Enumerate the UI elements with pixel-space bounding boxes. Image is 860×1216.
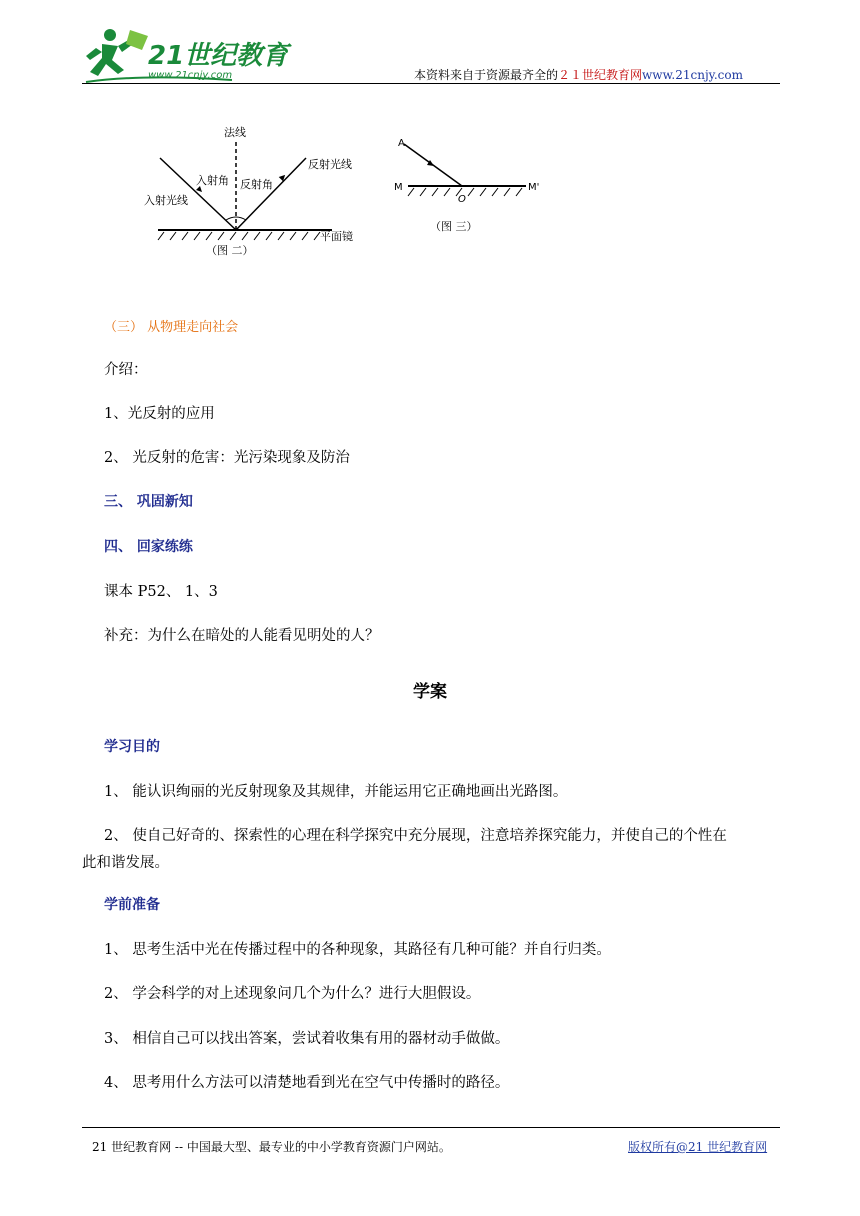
intro-label: 介绍：	[104, 362, 148, 378]
prep-item-4: 4、 思考用什么方法可以清楚地看到光在空气中传播时的路径。	[104, 1075, 510, 1091]
figure-3-caption: （图 三）	[430, 220, 478, 233]
label-reflection-angle: 反射角	[240, 178, 273, 191]
section-3-heading: （三） 从物理走向社会	[104, 320, 239, 335]
label-point-m-prime: M'	[528, 182, 540, 193]
goal-2-line-2: 此和谐发展。	[82, 855, 169, 871]
label-point-o: O	[458, 194, 466, 205]
textbook-assignment: 课本 P52、 1、3	[104, 584, 218, 600]
prep-heading: 学前准备	[104, 897, 160, 913]
site-logo	[82, 26, 292, 88]
header-note-url[interactable]: www.21cnjy.com	[642, 68, 743, 82]
logo-text: 21世纪教育	[148, 41, 289, 71]
goal-1: 1、 能认识绚丽的光反射现象及其规律，并能运用它正确地画出光路图。	[104, 784, 568, 800]
prep-item-2: 2、 学会科学的对上述现象问几个为什么？进行大胆假设。	[104, 986, 481, 1002]
prep-item-3: 3、 相信自己可以找出答案，尝试着收集有用的器材动手做做。	[104, 1031, 510, 1047]
prep-item-1: 1、 思考生活中光在传播过程中的各种现象，其路径有几种可能？并自行归类。	[104, 942, 611, 958]
header-note-prefix: 本资料来自于资源最齐全的	[414, 68, 559, 82]
footer-divider	[82, 1127, 780, 1128]
figure-2-caption: （图 二）	[206, 244, 254, 257]
study-plan-title: 学案	[413, 682, 447, 702]
footer-text: 21 世纪教育网 -- 中国最大型、最专业的中小学教育资源门户网站。	[92, 1140, 451, 1154]
figure-3-diagram	[390, 130, 540, 240]
intro-item-2: 2、 光反射的危害：光污染现象及防治	[104, 450, 350, 466]
runner-icon	[86, 29, 148, 76]
figure-2-reflection-diagram	[140, 122, 380, 262]
label-normal: 法线	[224, 126, 246, 139]
goal-2-line-1: 2、 使自己好奇的、探索性的心理在科学探究中充分展现，注意培养探究能力，并使自己的个性在	[104, 828, 727, 844]
header-divider	[82, 83, 780, 84]
intro-item-1: 1、光反射的应用	[104, 406, 215, 422]
supplement-question: 补充：为什么在暗处的人能看见明处的人？	[104, 628, 380, 644]
goals-heading: 学习目的	[104, 739, 160, 755]
label-point-m: M	[394, 182, 403, 193]
part-3-heading: 三、 巩固新知	[104, 494, 193, 510]
label-point-a: A	[398, 138, 405, 149]
footer-copyright-link[interactable]: 版权所有@21 世纪教育网	[628, 1140, 768, 1154]
part-4-heading: 四、 回家练练	[104, 539, 193, 555]
label-incident-ray: 入射光线	[144, 194, 188, 207]
header-note-site: ２１世纪教育网	[558, 68, 643, 82]
label-reflected-ray: 反射光线	[308, 158, 352, 171]
logo-url: www.21cnjy.com	[148, 70, 233, 81]
label-incident-angle: 入射角	[196, 174, 229, 187]
header-note	[414, 66, 743, 83]
label-mirror: 平面镜	[320, 230, 353, 243]
